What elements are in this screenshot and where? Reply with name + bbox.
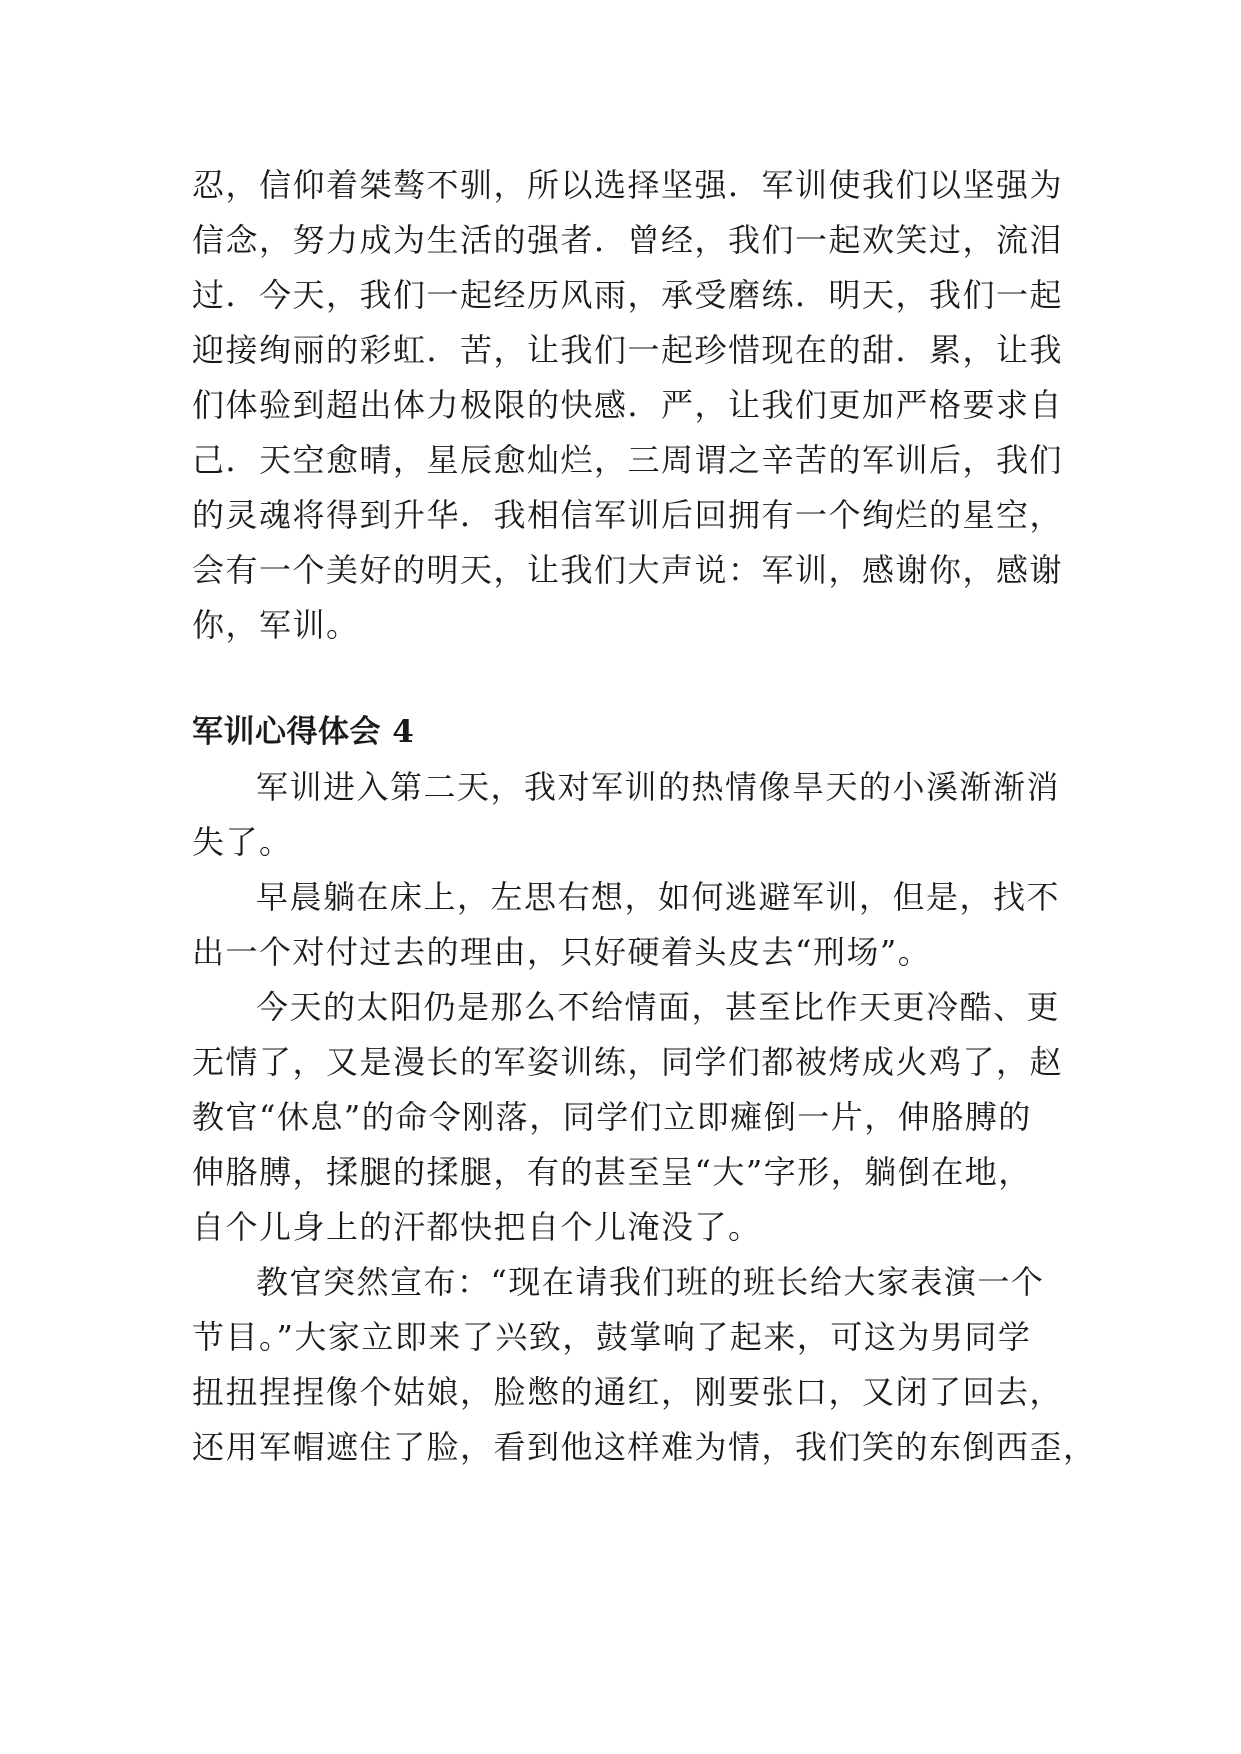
text-line: 还用军帽遮住了脸，看到他这样难为情，我们笑的东倒西歪， <box>192 1428 1097 1466</box>
section-spacer <box>192 653 1072 705</box>
text-line: 的灵魂将得到升华．我相信军训后回拥有一个绚烂的星空， <box>192 496 1064 534</box>
paragraph-3 <box>192 980 1072 1255</box>
text-line: 军训进入第二天，我对军训的热情像旱天的小溪渐渐消 <box>256 768 1061 806</box>
text-line: 教官突然宣布：“现在请我们班的班长给大家表演一个 <box>256 1263 1045 1301</box>
text-line: 你，军训。 <box>192 606 360 644</box>
paragraph-2 <box>192 870 1072 980</box>
text-line: 扭扭捏捏像个姑娘，脸憋的通红，刚要张口，又闭了回去， <box>192 1373 1064 1411</box>
text-line: 信念，努力成为生活的强者．曾经，我们一起欢笑过，流泪 <box>192 221 1064 259</box>
text-line: 失了。 <box>192 823 293 861</box>
text-line: 们体验到超出体力极限的快感．严，让我们更加严格要求自 <box>192 386 1064 424</box>
text-line: 早晨躺在床上，左思右想，如何逃避军训，但是，找不 <box>256 878 1061 916</box>
text-line: 节目。”大家立即来了兴致，鼓掌响了起来，可这为男同学 <box>192 1318 1032 1356</box>
text-line: 己．天空愈晴，星辰愈灿烂，三周谓之辛苦的军训后，我们 <box>192 441 1064 479</box>
text-line: 无情了，又是漫长的军姿训练，同学们都被烤成火鸡了，赵 <box>192 1043 1064 1081</box>
text-line: 伸胳膊，揉腿的揉腿，有的甚至呈“大”字形，躺倒在地， <box>192 1153 1032 1191</box>
section-title: 军训心得体会 4 <box>192 714 415 750</box>
paragraph-4 <box>192 1255 1097 1475</box>
text-line: 会有一个美好的明天，让我们大声说：军训，感谢你，感谢 <box>192 551 1064 589</box>
document-body <box>192 158 1097 1475</box>
text-line: 出一个对付过去的理由，只好硬着头皮去“刑场”。 <box>192 933 932 971</box>
text-line: 自个儿身上的汗都快把自个儿淹没了。 <box>192 1208 762 1246</box>
text-line: 今天的太阳仍是那么不给情面，甚至比作天更冷酷、更 <box>256 988 1061 1026</box>
text-line: 迎接绚丽的彩虹．苦，让我们一起珍惜现在的甜．累，让我 <box>192 331 1064 369</box>
text-line: 教官“休息”的命令刚落，同学们立即瘫倒一片，伸胳膊的 <box>192 1098 1032 1136</box>
text-line: 过．今天，我们一起经历风雨，承受磨练．明天，我们一起 <box>192 276 1064 314</box>
continuation-paragraph <box>192 158 1072 653</box>
paragraph-1 <box>192 760 1072 870</box>
text-line: 忍，信仰着桀骜不驯，所以选择坚强．军训使我们以坚强为 <box>192 166 1064 204</box>
